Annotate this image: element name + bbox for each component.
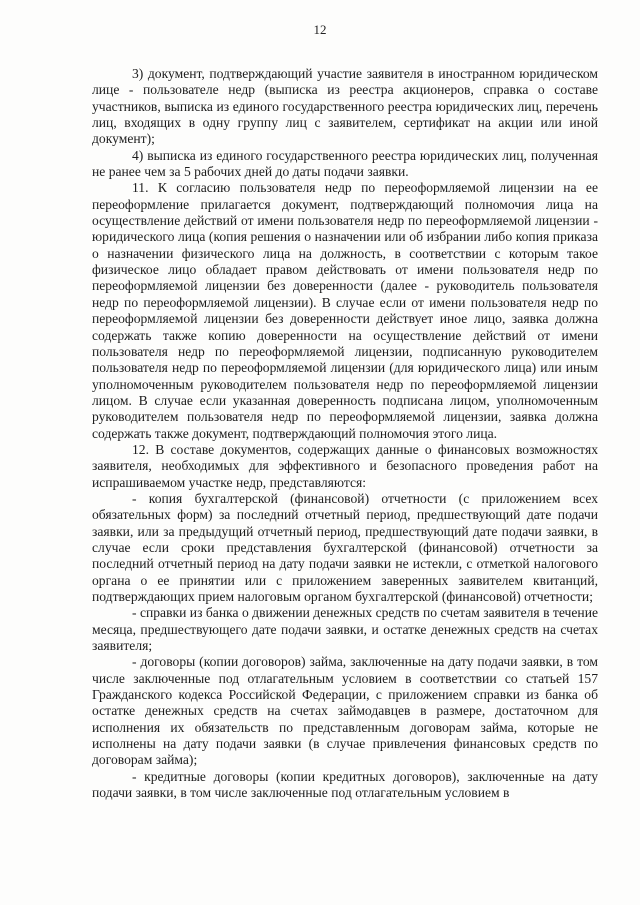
paragraph-item-4: 4) выписка из единого государственного реестра юридических лиц, полученная не ранее чем за 5 рабочих дней до даты подачи заявки. <box>92 147 598 180</box>
page-number: 12 <box>313 22 327 37</box>
paragraph-clause-11: 11. К согласию пользователя недр по переоформляемой лицензии на ее переоформление прилагается документ, подтверждающий полномочия лица на осуществление действий от имени пользователя недр по переоформляемой лицензии - юридического лица (копия решения о назначении или об избрании либо копия приказа о назначении физического лица на должность, в соответствии с которым такое физическое лицо обладает правом действовать от имени пользователя недр по переоформляемой лицензии без доверенности (далее - руководитель пользователя недр по переоформляемой лицензии). В случае если от имени пользователя недр по переоформляемой лицензии без доверенности действует иное лицо, заявка должна содержать также копию доверенности на осуществление действий от имени пользователя недр по переоформляемой лицензии, подписанную руководителем пользователя недр по переоформляемой лицензии (для юридического лица) или иным уполномоченным руководителем пользователя недр по переоформляемой лицензии лицом. В случае если указанная доверенность подписана лицом, уполномоченным руководителем пользователя недр по переоформляемой лицензии, заявка должна содержать также документ, подтверждающий полномочия этого лица. <box>92 180 598 441</box>
document-body <box>92 66 598 801</box>
list-item-loan-agreements: - договоры (копии договоров) займа, заключенные на дату подачи заявки, в том числе заключенные под отлагательным условием в соответствии со статьей 157 Гражданского кодекса Российской Федерации, с приложением справки из банка об остатке денежных средств на счетах займодавцев в размере, достаточном для исполнения их обязательств по представленным договорам займа, которые не исполнены на дату подачи заявки (в случае привлечения финансовых средств по договорам займа); <box>92 654 598 768</box>
paragraph-clause-12: 12. В составе документов, содержащих данные о финансовых возможностях заявителя, необходимых для эффективного и безопасного проведения работ на испрашиваемом участке недр, представляются: <box>92 441 598 490</box>
paragraph-item-3: 3) документ, подтверждающий участие заявителя в иностранном юридическом лице - пользователе недр (выписка из реестра акционеров, справка о составе участников, выписка из единого государственного реестра юридических лиц, перечень лиц, входящих в одну группу лиц с заявителем, сертификат на акции или иной документ); <box>92 66 598 147</box>
list-item-bank-statements: - справки из банка о движении денежных средств по счетам заявителя в течение месяца, предшествующего дате подачи заявки, и остатке денежных средств на счетах заявителя; <box>92 605 598 654</box>
list-item-accounting-report: - копия бухгалтерской (финансовой) отчетности (с приложением всех обязательных форм) за последний отчетный период, предшествующий дате подачи заявки, или за предыдущий отчетный период, предшествующий дате подачи заявки, в случае если сроки представления бухгалтерской (финансовой) отчетности за последний отчетный период на дату подачи заявки не истекли, с отметкой налогового органа о ее принятии или с приложением заверенных заявителем квитанций, подтверждающих прием налоговым органом бухгалтерской (финансовой) отчетности; <box>92 490 598 604</box>
list-item-credit-agreements: - кредитные договоры (копии кредитных договоров), заключенные на дату подачи заявки, в том числе заключенные под отлагательным условием в <box>92 768 598 801</box>
